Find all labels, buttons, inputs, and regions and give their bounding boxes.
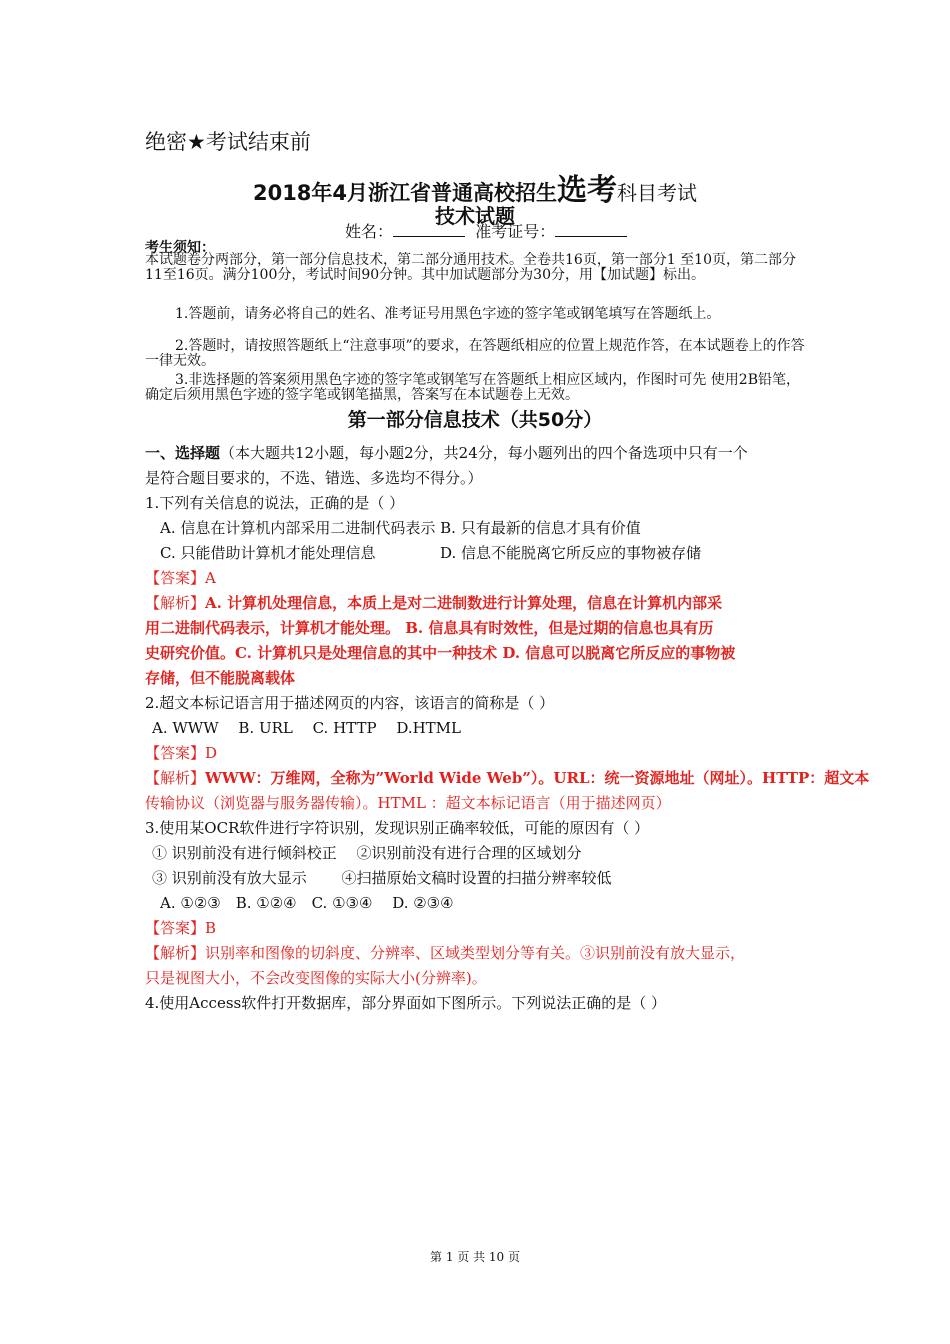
- q1-analysis-label: 【解析】: [145, 594, 206, 612]
- q3-answer: 【答案】B: [145, 919, 217, 937]
- q4-stem: 4.使用Access软件打开数据库，部分界面如下图所示。下列说法正确的是（ ）: [145, 994, 666, 1012]
- notice-item-1: 1.答题前，请务必将自己的姓名、准考证号用黑色字迹的签字笔或钢笔填写在答题纸上。: [175, 306, 721, 322]
- q1-analysis-line-4: 存储，但不能脱离载体: [145, 669, 296, 687]
- name-blank: [393, 222, 465, 237]
- title-suffix: 科目考试: [617, 181, 698, 205]
- q1-analysis-line-3: 史研究价值。C. 计算机只是处理信息的其中一种技术 D. 信息可以脱离它所反应的事物被: [145, 644, 736, 662]
- notice-item-3: 3.非选择题的答案须用黑色字迹的签字笔或钢笔写在答题纸上相应区域内，作图时可先 使用2B铅笔，确定后须用黑色字迹的签字笔或钢笔描黑，答案写在本试题卷上无效。: [145, 372, 801, 403]
- q3-reasons-1: ① 识别前没有进行倾斜校正 ②识别前没有进行合理的区域划分: [152, 844, 582, 862]
- q1-option-b: B. 只有最新的信息才具有价值: [440, 519, 641, 537]
- id-blank: [555, 222, 627, 237]
- q1-answer: 【答案】A: [145, 569, 216, 587]
- q1-option-c: C. 只能借助计算机才能处理信息: [160, 544, 376, 562]
- notice-heading: 考生须知：: [145, 240, 215, 256]
- section-desc-1: （本大题共12小题，每小题2分，共24分，每小题列出的四个备选项中只有一个: [220, 444, 748, 462]
- q2-analysis-label: 【解析】: [145, 769, 206, 787]
- section-title: 一、选择题: [145, 444, 221, 462]
- name-label: 姓名：: [345, 222, 394, 241]
- q2-answer: 【答案】D: [145, 744, 218, 762]
- q3-stem: 3.使用某OCR软件进行字符识别，发现识别正确率较低，可能的原因有（ ）: [145, 819, 650, 837]
- q3-analysis-label: 【解析】: [145, 944, 206, 962]
- q2-analysis-text-1: WWW：万维网，全称为”World Wide Web”）。URL：统一资源地址（网址）。HTTP：超文本: [205, 769, 870, 787]
- q3-options: A. ①②③ B. ①②④ C. ①③④ D. ②③④: [160, 894, 454, 912]
- q1-analysis-line-2: 用二进制代码表示，计算机才能处理。 B. 信息具有时效性，但是过期的信息也具有历: [145, 619, 714, 637]
- notice-item-2: 2.答题时，请按照答题纸上“注意事项”的要求，在答题纸相应的位置上规范作答，在本试题卷上的作答一律无效。: [145, 338, 805, 369]
- q2-analysis-line-2: 传输协议（浏览器与服务器传输）。HTML ：超文本标记语言（用于描述网页）: [145, 794, 671, 812]
- id-label: 准考证号：: [475, 222, 556, 241]
- q3-analysis-line-1: [145, 942, 745, 963]
- exam-subtitle: 技术试题: [435, 204, 515, 228]
- q1-option-d: D. 信息不能脱离它所反应的事物被存储: [440, 544, 702, 562]
- q3-analysis-line-2: 只是视图大小，不会改变图像的实际大小(分辨率)。: [145, 969, 487, 987]
- q1-option-a: A. 信息在计算机内部采用二进制代码表示: [160, 519, 436, 537]
- q2-stem: 2.超文本标记语言用于描述网页的内容，该语言的简称是（ ）: [145, 694, 555, 712]
- page-footer: 第 1 页 共 10 页: [430, 1250, 520, 1264]
- part-one-title: 第一部分信息技术（共50分）: [347, 409, 603, 431]
- notice-paragraph: 本试题卷分两部分，第一部分信息技术，第二部分通用技术。全卷共16页，第一部分1 至10页，第二部分11至16页。满分100分，考试时间90分钟。其中加试题部分为30分，用【加试题】标出。: [145, 252, 796, 283]
- confidential-label: 绝密★考试结束前: [145, 130, 311, 154]
- q3-analysis-text-1: 识别率和图像的切斜度、分辨率、区域类型划分等有关。③识别前没有放大显示，: [205, 944, 746, 962]
- q2-analysis-line-1: [145, 767, 869, 788]
- q2-options: A. WWW B. URL C. HTTP D.HTML: [152, 719, 461, 737]
- title-prefix: 2018年4月浙江省普通高校招生: [252, 181, 558, 205]
- section-desc-2: 是符合题目要求的，不选、错选、多选均不得分。）: [145, 469, 483, 487]
- q3-reasons-2: ③ 识别前没有放大显示 ④扫描原始文稿时设置的扫描分辨率较低: [152, 869, 612, 887]
- title-emphasis: 选考: [557, 173, 618, 208]
- q1-analysis-text-1: A. 计算机处理信息，本质上是对二进制数进行计算处理，信息在计算机内部采: [205, 594, 723, 612]
- section-heading: [145, 442, 748, 463]
- q1-analysis-line-1: [145, 592, 722, 613]
- candidate-info-line: [345, 219, 627, 242]
- q1-stem: 1.下列有关信息的说法，正确的是（ ）: [145, 494, 405, 512]
- q1-options-ab: [160, 517, 641, 538]
